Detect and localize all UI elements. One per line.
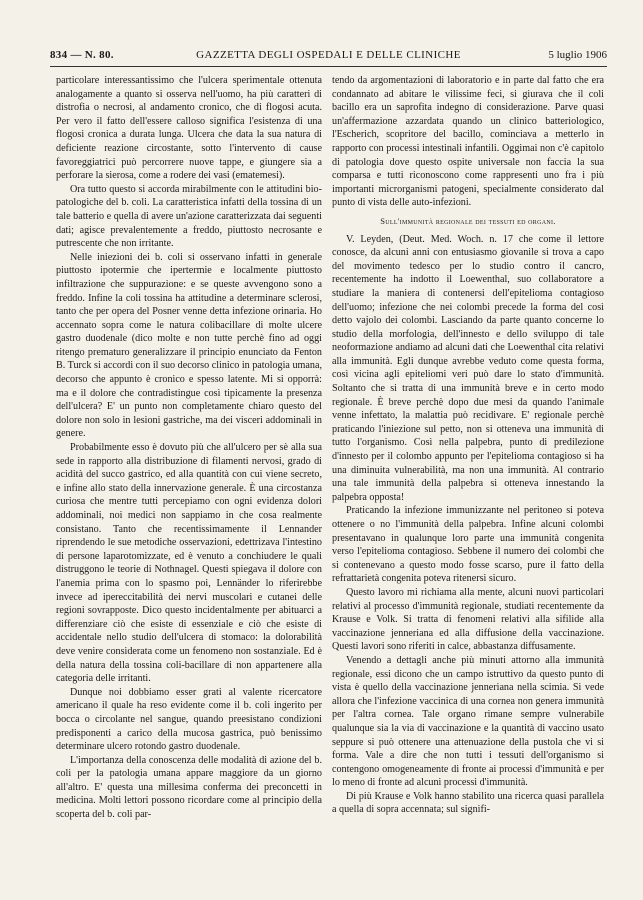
paragraph: particolare interessantissimo che l'ulcera sperimentale ottenuta analogamente a quanto si osserva nell'uomo, ha più caratteri di distrofia o necrosi, al andamento cronico, che di flogosi acuta. Per vero il fatto dell'essere calloso significa l'esistenza di una flogosi cronica a durata lunga. Ulcera che data la sua natura di deficiente reazione circostante, sotto l'intervento di cause favoreggiatrici può percorrere nuove tappe, e giungere sia a perforare la sierosa, come a rodere dei vasi (ematemesi). [56,75,322,182]
paragraph: Nelle iniezioni dei b. coli si osservano infatti in generale piuttosto ipotermie che ipertermie e localmente piuttosto infiltrazione che suppurazione: e se queste avvengono sono a freddo. Infine la coli tossina ha attitudine a determinare sclerosi, tanto che per opera del Posner venne detta infezione orinaria. Ho accennato sopra come le natura colibacillare di molte ulcere gastro duodenale (dico molte e non tutte perchè fino ad oggi ritengo prematuro generalizzare il principio enunciato da Fenton B. Turck si accordi con il suo decorso clinico in patologia umana, decorso che appunto è cronico e spesso latente. Mi si opporrà: ma e il dolore che contradistingue così tipicamente la presenza dell'ulcera? E' un punto non completamente chiaro questo del dolore non solo in lesioni gastriche, ma dei visceri addominali in genere. [56,251,322,440]
section-heading [332,215,604,229]
paragraph: V. Leyden, (Deut. Med. Woch. n. 17 che come il lettore conosce, da alcuni anni con entusiasmo giovanile si trova a capo del movimento tedesco per lo studio contro il cancro, recentemente ha indotto il Loewenthal, suo collaboratore a studiare la maniera di contenersi dell'epitelioma contagioso dell'uomo; infezione che nei colombi precede la forma del così detto vajolo dei colombi. Lasciando da parte quanto concerne lo studio della morfologia, dell'innesto e dello sviluppo di tale neoformazione andiamo ad alcuni dati che Loewenthal cita relativi alla immunità. Egli dunque avrebbe veduto come questa forma, così vicina agli epiteliomi veri può dare lo stato d'immunità. Soltanto che si tratta di una immunità breve e in certo modo regionale. È breve perchè dopo due mesi da quando l'animale venne infettato, la malattia può recidivare. E' regionale perchè praticando l'iniezione sul petto, non si otteneva una immunità di tutto l'organismo. Così nella palpebra, punto di predilezione d'innesto per il colombo appunto per l'epitelioma contagioso si ha una diminuita vulnerabilità, ma non una immunità. Al contrario una tale immunità della palpebra si otteneva innestando la palpebra opposta! [332,233,604,503]
page-header [50,48,607,62]
header-rule [50,66,607,67]
paragraph: Ora tutto questo si accorda mirabilmente con le attitudini bio-patologiche del b. coli. La caratteristica infatti della tossina di un tale batterio e quella di avere un'azione caratterizzata dai seguenti dati; agisce prevalentemente a freddo, piuttosto necrosante e putrescente che non irritante. [56,183,322,250]
paragraph: L'importanza della conoscenza delle modalità di azione del b. coli per la patologia umana appare maggiore da un giorno all'altro. E' questa una millesima conferma dei preconcetti in medicina. Molti lettori possono ricordare come al principio della scoperta del b. coli par- [56,754,322,821]
paragraph: Venendo a dettagli anche più minuti attorno alla immunità regionale, essi dicono che un campo istruttivo da questo punto di vista è quello della vaccinazione jenneriana nella scimia. Si vede allora che l'infezione vaccinica di una cornea non genera immunità per l'altra cornea. Tale organo rimane sempre vulnerabile qualunque sia la via di vaccinazione e la quantità di vaccino usato seppure si può ottenere una attenuazione della pustola che vi si forma. Vale a dire che non tutti i tessuti dell'organismo si contengono omogeneamente di fronte ai processi d'immunità e per lo meno di fronte ad alcuni processi d'immunità. [332,654,604,789]
left-column [56,74,322,822]
paragraph: Questo lavoro mi richiama alla mente, alcuni nuovi particolari relativi al processo d'immunità regionale, studiati recentemente da Krause e Volk. Si tratta di fenomeni relativi alla sifilide alla vaccinazione jenneriana ed alla diffusione della vaccinazione. Questi lavori sono riferiti in calce, abbastanza diffusamente. [332,586,604,653]
paragraph: Probabilmente esso è dovuto più che all'ulcero per sè alla sua sede in rapporto alla distribuzione di filamenti nervosi, grado di acidità del succo gastrico, ed alla quantità con cui viene secreto, e infine allo stato della innervazione generale. È una circostanza curiosa che mentre tutti percepiamo con ogni evidenza dolori addominali, noi medici non sappiamo in che cosa realmente consistano. Tanto che recentissimamente il Lennander riprendendo le sue metodiche osservazioni, edettrizava l'intestino di persone laparotomizzate, ed è venuto a conchiudere le quali distruggono le teorie di Nothnagel. Questi spiegava il dolore con l'anemia prima con lo spasmo poi, Lennänder lo riferirebbe invece ad ipereccitabilità dei nervi muscolari e cutanei delle regioni sovrapposte. Dico questo incidentalmente per abituarci a differenziare ciò che esiste di essenziale e ciò che esiste di accidentale nello studio dell'ulcera di stomaco: la dolorabilità deve venire considerata come un fenomeno non sostanziale. Ed è della natura della tossina coli-bacillare di non appartenere alla categoria delle irritanti. [56,442,322,685]
paragraph: tendo da argomentazioni di laboratorio e in parte dal fatto che era condannato ad abitare le vilissime feci, si giurava che il coli bacillo era un saprofita indegno di considerazione. Parve quasi un'affermazione azzardata quando un clinico batteriologico, l'Escherich, scopritore del bacillo, cominciava a metterlo in rapporto con processi intestinali infantili. Oggimai non c'è capitolo di patologia dove questo ospite universale non faccia la sua comparsa e tutti riconoscono come rappresenti uno fra i più importanti microrganismi patogeni, specialmente considerato dal punto di vista delle auto-infezioni. [332,75,604,209]
paragraph: Praticando la infezione immunizzante nel peritoneo si poteva ottenere o no l'immunità della palpebra. Infine alcuni colombi presentavano in qualunque loro parte una immunità congenita verso l'epitelioma contagioso. Sebbene il numero dei colombi che si contenevano a questo modo fosse scarso, pure il fatto della refrattarietà congenita poteva ritenersi sicuro. [332,505,604,585]
section-heading-text: Sull'immunità regionale dei tessuti ed organi. [380,215,556,226]
page-number: 834 — N. 80. [50,49,114,61]
paragraph: Di più Krause e Volk hanno stabilito una ricerca quasi parallela a quella di sopra accennata; sul signifi- [332,790,604,816]
issue-date: 5 luglio 1906 [548,49,607,61]
right-column [332,74,604,817]
journal-title: GAZZETTA DEGLI OSPEDALI E DELLE CLINICHE [196,49,461,61]
paragraph: Dunque noi dobbiamo esser grati al valente ricercatore americano il quale ha reso evidente come il b. coli ingerito per bocca o circolante nel sangue, quando preesistano condizioni predisponenti a carico della mucosa gastrica, può benissimo determinare ulcero rotondo gastro duodenale. [56,686,322,753]
